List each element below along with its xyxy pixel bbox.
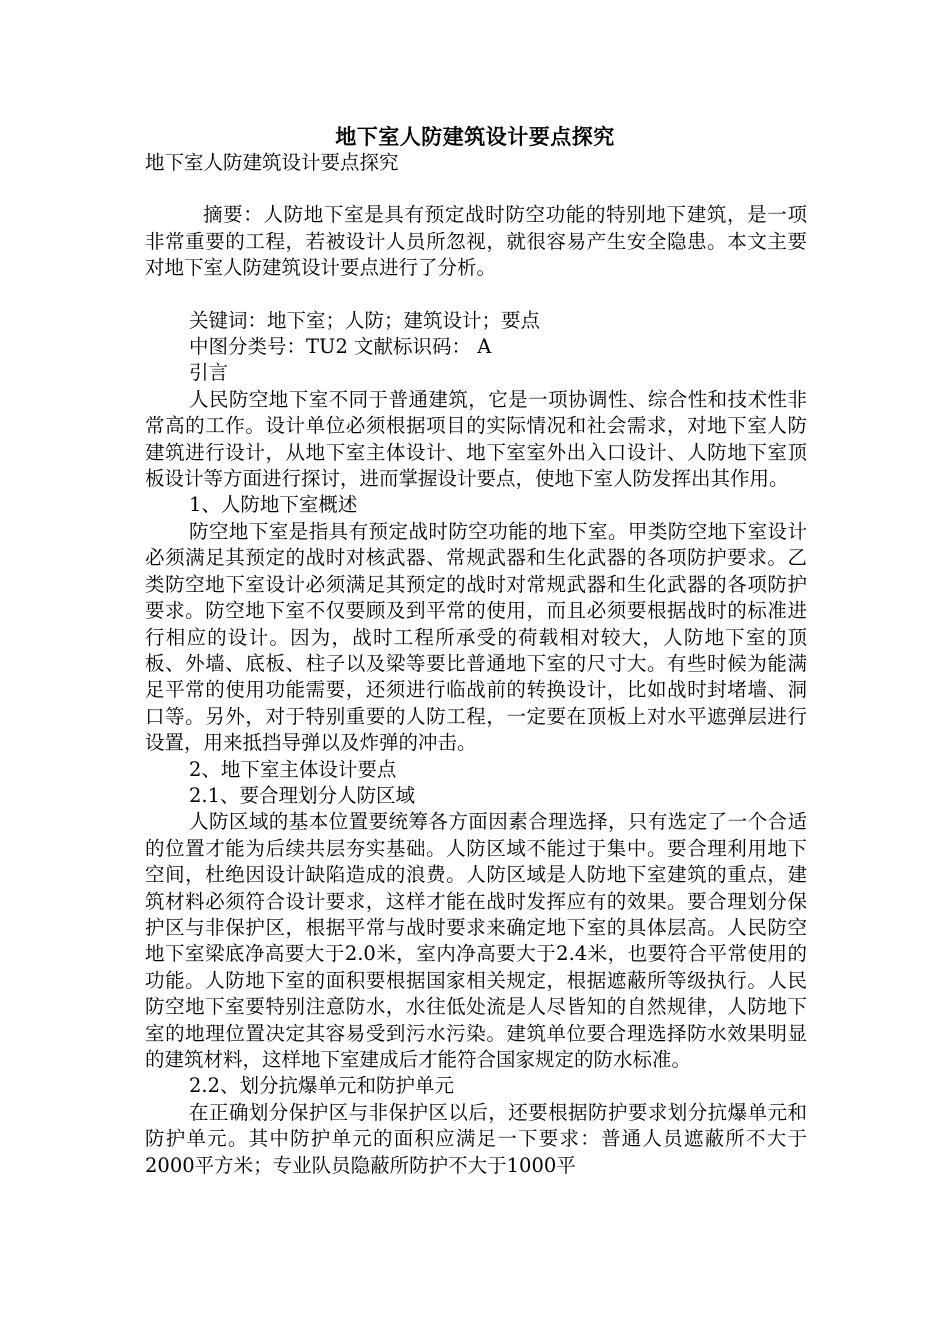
intro-heading: 引言 <box>189 361 229 385</box>
section-2-1-paragraph: 人防区域的基本位置要统筹各方面因素合理选择，只有选定了一个合适的位置才能为后续共层夯实基础。人防区域不能过于集中。要合理利用地下空间，杜绝因设计缺陷造成的浪费。人防区域是人防地下室建筑的重点，建筑材料必须符合设计要求，这样才能在战时发挥应有的效果。要合理划分保护区与非保护区，根据平常与战时要求来确定地下室的具体层高。人民防空地下室梁底净高要大于2.0米，室内净高要大于2.4米，也要符合平常使用的功能。人防地下室的面积要根据国家相关规定，根据遮蔽所等级执行。人民防空地下室要特别注意防水，水往低处流是人尽皆知的自然规律，人防地下室的地理位置决定其容易受到污水污染。建筑单位要合理选择防水效果明显的建筑材料，这样地下室建成后才能符合国家规定的防水标准。 <box>145 810 807 1071</box>
section-2-heading: 2、地下室主体设计要点 <box>189 757 397 781</box>
spacer <box>145 176 807 202</box>
intro-paragraph: 人民防空地下室不同于普通建筑，它是一项协调性、综合性和技术性非常高的工作。设计单位必须根据项目的实际情况和社会需求，对地下室人防建筑进行设计，从地下室主体设计、地下室室外出入口设计、人防地下室顶板设计等方面进行探讨，进而掌握设计要点，使地下室人防发挥出其作用。 <box>145 387 807 491</box>
abstract-paragraph: 摘要：人防地下室是具有预定战时防空功能的特别地下建筑，是一项非常重要的工程，若被设计人员所忽视，就很容易产生安全隐患。本文主要对地下室人防建筑设计要点进行了分析。 <box>145 203 807 280</box>
section-2-2-heading: 2.2、划分抗爆单元和防护单元 <box>189 1074 455 1098</box>
section-1-paragraph: 防空地下室是指具有预定战时防空功能的地下室。甲类防空地下室设计必须满足其预定的战时对核武器、常规武器和生化武器的各项防护要求。乙类防空地下室设计必须满足其预定的战时对常规武器和生化武器的各项防护要求。防空地下室不仅要顾及到平常的使用，而且必须要根据战时的标准进行相应的设计。因为，战时工程所承受的荷载相对较大，人防地下室的顶板、外墙、底板、柱子以及梁等要比普通地下室的尺寸大。有些时候为能满足平常的使用功能需要，还须进行临战前的转换设计，比如战时封堵墙、洞口等。另外，对于特别重要的人防工程，一定要在顶板上对水平遮弹层进行设置，用来抵挡导弹以及炸弹的冲击。 <box>145 519 807 755</box>
spacer <box>145 282 807 308</box>
section-2-1-heading: 2.1、要合理划分人防区域 <box>189 783 416 807</box>
document-subtitle: 地下室人防建筑设计要点探究 <box>145 151 399 174</box>
document-title: 地下室人防建筑设计要点探究 <box>335 125 615 149</box>
section-1-heading: 1、人防地下室概述 <box>189 493 358 517</box>
classification-line: 中图分类号：TU2 文献标识码： A <box>189 335 492 359</box>
document-body <box>145 150 807 1179</box>
keywords-line: 关键词：地下室；人防；建筑设计；要点 <box>189 308 541 332</box>
section-2-2-paragraph: 在正确划分保护区与非保护区以后，还要根据防护要求划分抗爆单元和防护单元。其中防护单元的面积应满足一下要求：普通人员遮蔽所不大于2000平方米；专业队员隐蔽所防护不大于1000平 <box>145 1100 807 1177</box>
